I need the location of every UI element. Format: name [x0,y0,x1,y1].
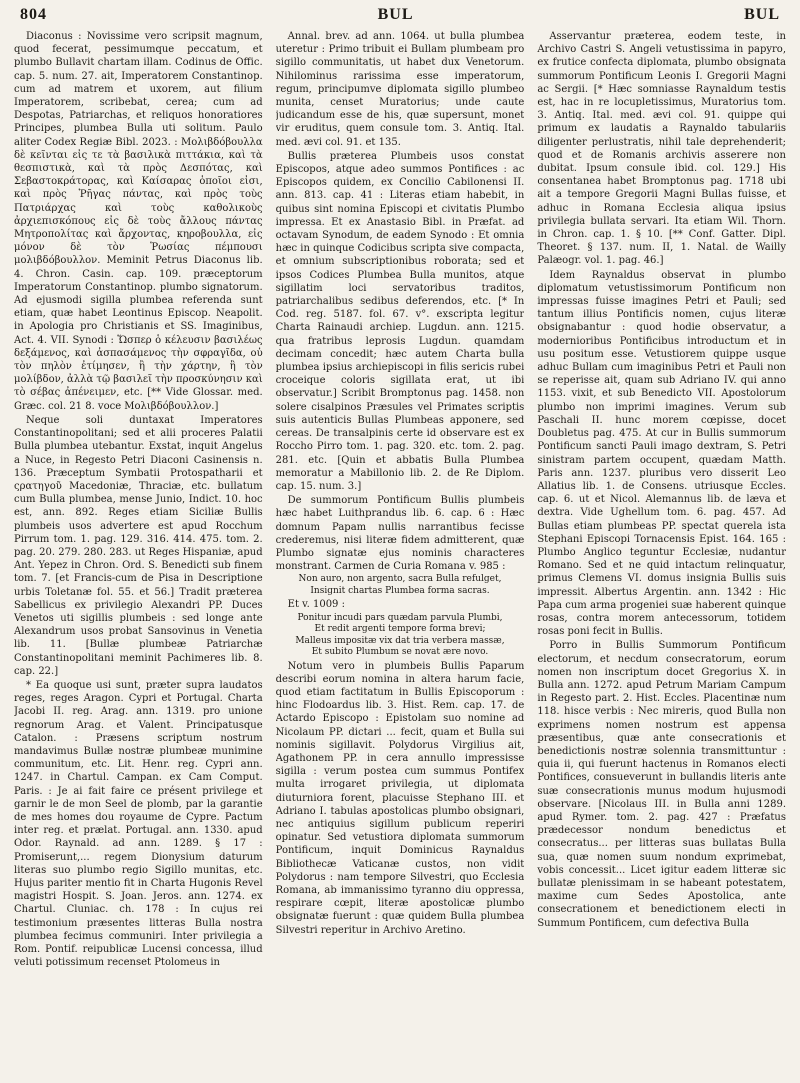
paragraph: Neque soli duntaxat Imperatores Constantinopolitani; sed et alii proceres Palatii Bulla plumbea utebantur. Exstat, inquit Angelus a Nuce, in Regesto Petri Diaconi Casinensis n. 136. Præceptum Symbatii Protospatharii et ςρατηγοῦ Macedoniæ, Thraciæ, etc. bullatum cum Bulla plumbea, mense Junio, Indict. 10. hoc est, ann. 892. Reges etiam Siciliæ Bullis plumbeis usos advertere est apud Rocchum Pirrum tom. 1. pag. 129. 316. 414. 475. tom. 2. pag. 20. 279. 280. 283. ut Reges Hispaniæ, apud Ant. Yepez in Chron. Ord. S. Benedicti sub finem tom. 7. [et Francis-cum de Pisa in Descriptione urbis Toletanæ fol. 55. et 56.] Tradit præterea Sabellicus ex privilegio Alexandri PP. Duces Venetos uti sigillis plumbeis : sed longe ante Alexandrum usos probat Sansovinus in Venetia lib. 11. [Bullæ plumbeæ Patriarchæ Constantinopolitani meminit Pachimeres lib. 8. cap. 22.] [14,414,263,677]
verse-line: Ponitur incudi pars quædam parvula Plumbi, [297,612,503,623]
paragraph: De summorum Pontificum Bullis plumbeis hæc habet Luithprandus lib. 6. cap. 6 : Hæc domnum Papam nullis narrantibus fecisse crederemus, nisi literæ fidem admitterent, quæ Plumbo signatæ ejus nominis characteres monstrant. Carmen de Curia Romana v. 985 : [275,495,525,573]
verse-line: Insignit chartas Plumbea forma sacras. [310,585,490,596]
paragraph: Notum vero in plumbeis Bullis Paparum describi eorum nomina in altera harum facie, quod etiam factitatum in Bullis Episcoporum : hinc Flodoardus lib. 3. Hist. Rem. cap. 17. de Actardo Episcopo : Epistolam suo nomine ad Nicolaum PP. dictari ... fecit, quam et Bulla sui nominis sigillavit. Polydorus Virgilius ait, Agathonem PP. in cera annullo impressisse sigilla : verum postea cum summus Pontifex multa irrogaret privilegia, ut diplomata diuturniora forent, placuisse Stephano III. et Adriano I. tabulas apostolicas plumbo obsignari, nec antiquius sigillum publicum reperiri opinatur. Sed vetustiora diplomata summorum Pontificum, inquit Dominicus Raynaldus Bibliothecæ Vaticanæ custos, non vidit Polydorus : nam tempore Silvestri, quo Ecclesia Romana, ab immanissimo tyranno diu oppressa, respirare cœpit, literæ apostolicæ plumbo obsignatæ fuerunt : quæ quidem Bulla plumbea Silvestri reperitur in Archivo Aretino. [275,660,525,936]
column-left [14,30,263,1075]
verse-line: Et redit argenti tempore forma brevi; [314,624,486,635]
verse-line: Non auro, non argento, sacra Bulla refulget, [298,574,502,585]
page-number: 804 [20,6,47,23]
verse-block [276,574,525,597]
paragraph: Annal. brev. ad ann. 1064. ut bulla plumbea uteretur : Primo tribuit ei Bullam plumbeam pro sigillo communitatis, ut habet dux Venetorum. Nihilominus rarissima esse imperatorum, regum, principumve diplomata sigillo plumbeo munita, censet Muratorius; unde caute judicandum esse de his, quæ supersunt, monet vir eruditus, quem consule tom. 3. Antiq. Ital. med. ævi col. 91. et 135. [275,31,525,148]
paragraph: Diaconus : Novissime vero scripsit magnum, quod fecerat, pessimumque peccatum, et plumbo Bullavit chartam illam. Codinus de Offic. cap. 5. num. 27. ait, Imperatorem Constantinop. cum ad matrem et uxorem, aut filium Imperatorem, scribebat, cerea; cum ad Despotas, Patriarchas, et reliquos honoratiores Principes, plumbea Bulla uti solitum. Paulo aliter Codex Regiæ Bibl. 2023. : Μολιβδόβουλλα δὲ κεῖνται εἰς τε τὰ βασιλικὰ πιττάκια, καὶ τὰ θεσπιστικὰ, καὶ τὰ πρὸς Δεσπότας, καὶ Σεβαστοκράτορας, καὶ Καίσαρας ὁποῖοι εἰσι, καὶ πρὸς Ῥῆγας πάντας, καὶ πρὸς τοὺς Πατριάρχας καὶ τοὺς καθολικοὺς ἀρχιεπισκόπους εἰς δὲ τοὺς ἄλλους πάντας Μητροπολίτας καὶ ἄρχοντας, κηροβουλλα, εἰς μόνον δὲ τὸν Ῥωσίας πέμπουσι μολιβδόβουλλον. Meminit Petrus Diaconus lib. 4. Chron. Casin. cap. 109. præceptorum Imperatorum Constantinop. plumbo signatorum. Ad ejusmodi sigilla plumbea referenda sunt etiam, quæ habet Leontinus Episcop. Neapolit. in Apologia pro Christianis et SS. Imaginibus, Act. 4. VII. Synodi : Ὥσπερ ὁ κέλευσιν βασιλέως δεξάμενος, καὶ ἀσπασάμενος τὴν σφραγῖδα, οὐ τὸν πηλὸν ἐτίμησεν, ἢ τὴν χάρτην, ἢ τὸν μολίβδον, ἀλλὰ τῷ βασιλεῖ τὴν προσκύνησιν καὶ τὸ σέβας ἀπένειμεν, etc. [** Vide Glossar. med. Græc. col. 21 8. voce Μολιβδόβουλλον.] [14,31,263,412]
paragraph: Asservantur præterea, eodem teste, in Archivo Castri S. Angeli vetustissima in papyro, ex frutice confecta diplomata, plumbo obsignata summorum Pontificum Leonis I. Gregorii Magni ac Sergii. [* Hæc somniasse Raynaldum testis est, hac in re locupletissimus, Muratorius tom. 3. Antiq. Ital. med. ævi col. 91. quippe qui primum ex laudatis a Raynaldo tabulariis diligenter perlustratis, nihil tale deprehenderit; quod et de Romanis archivis asserere non dubitat. Ipsum consule ibid. col. 129.] His consentanea habet Bromptonus pag. 1718 ubi ait a tempore Gregorii Magni Bullas fuisse, et adhuc in Romana Ecclesia aliqua ipsius privilegia bullata servari. Ita etiam Wil. Thorn. in Chron. cap. 1. § 10. [** Conf. Gatter. Dipl. Theoret. § 137. num. II, 1. Natal. de Wailly Palæogr. vol. 1. pag. 46.] [537,31,786,267]
running-header [14,6,786,30]
paragraph: * Ea quoque usi sunt, præter supra laudatos reges, reges Aragon. Cypri et Portugal. Charta Jacobi II. reg. Arag. ann. 1319. pro unione regnorum Arag. et Valent. Principatusque Catalon. : Præsens scriptum nostrum mandavimus Bullæ nostræ plumbeæ munimine communitum, etc. Lit. Henr. reg. Cypri ann. 1247. in Chartul. Campan. ex Cam Comput. Paris. : Je ai fait faire ce présent privilege et garnir le de mon Seel de plomb, par la garantie de mes homes dou royaume de Cypre. Pactum inter reg. et prælat. Portugal. ann. 1330. apud Odor. Raynald. ad ann. 1289. § 17 : Promiserunt,... regem Dionysium daturum literas suo plumbo regio Sigillo munitas, etc. Hujus pariter mentio fit in Charta Hugonis Revel magistri Hospit. S. Joan. Jeros. ann. 1274. ex Chartul. Cluniac. ch. 178 : In cujus rei testimonium præsentes litteras Bulla nostra plumbea fecimus communiri. Inter privilegia a Rom. Pontif. reipublicæ Lucensi concessa, illud veluti potissimum recenset Ptolomeus in [14,679,263,969]
verse-intro: Et v. 1009 : [287,599,345,611]
verse-line: Malleus impositæ vix dat tria verbera massæ, [295,635,505,646]
running-head-center: BUL [377,6,414,23]
column-middle [276,30,525,1075]
paragraph: Bullis præterea Plumbeis usos constat Episcopos, atque adeo summos Pontifices : ac Episcopos quidem, ex Concilio Cabilonensi II. ann. 813. cap. 41 : Literas etiam habebit, in quibus sint nomina Episcopi et civitatis Plumbo impressa. Et ex Anastasio Bibl. in Præfat. ad octavam Synodum, de eadem Synodo : Et omnia hæc in quinque Codicibus scripta sive compacta, et omnium subscriptionibus roborata; sed et ipsos Codices Plumbea Bulla munitos, atque sigillatim loci servatoribus traditos, patriarchalibus sedibus deferendos, etc. [* In Cod. reg. 5187. fol. 67. v°. exscripta legitur Charta Rainaudi archiep. Lugdun. ann. 1215. qua fratribus leprosis Lugdun. quamdam decimam concedit; hæc autem Charta bulla plumbea ipsius archiepiscopi in filis sericis rubei croceique coloris sigillata erat, ut ibi observatur.] Scribit Bromptonus pag. 1458. non solere cisalpinos Præsules vel Primates scriptis suis autenticis Bullas Plumbeas apponere, sed cereas. De transalpinis certe id observare est ex Roccho Pirro tom. 1. pag. 320. etc. tom. 2. pag. 281. etc. [Quin et abbatis Bulla Plumbea memoratur a Mabillonio lib. 2. de Re Diplom. cap. 15. num. 3.] [275,150,525,492]
column-right [537,30,786,1075]
verse-line: Et subito Plumbum se novat ære novo. [311,647,489,658]
text-columns [14,30,786,1075]
running-head-right: BUL [744,6,780,23]
verse-block [276,613,525,659]
paragraph: Idem Raynaldus observat in plumbo diplomatum vetustissimorum Pontificum non impressas fuisse imagines Petri et Pauli; sed tantum illius Pontificis nomen, cujus literæ obsignabantur : quod hodie observatur, a modernioribus Pontificibus introductum et in usu positum esse. Vetustiorem quippe usque adhuc Bullam cum imaginibus Petri et Pauli non se reperisse ait, quam sub Adriano IV. qui anno 1153. vixit, et sub Benedicto VII. Apostolorum plumbo non imprimi imagines. Verum sub Paschali II. hunc morem cœpisse, docet Doubletus pag. 475. At cur in Bullis summorum Pontificum sancti Pauli imago dextram, S. Petri sinistram partem occupent, quædam Matth. Paris ann. 1237. pluribus vero disserit Leo Allatius lib. 1. de Consens. utriusque Eccles. cap. 6. ut et Nicol. Alemannus lib. de læva et dextra. Vide Ughellum tom. 6. pag. 457. Ad Bullas etiam plumbeas PP. spectat querela ista Stephani Episcopi Tornacensis Epist. 164. 165 : Plumbo Anglico teguntur Ecclesiæ, nudantur Romano. Sed et ne quid intactum relinquatur, primus Clemens VI. domus insignia Bullis suis impressit. Albertus Argentin. ann. 1342 : Hic Papa cum arma progeniei suæ haberent quinque rosas, contra morem antecessorum, totidem rosas poni fecit in Bullis. [537,269,786,638]
paragraph: Porro in Bullis Summorum Pontificum electorum, et necdum consecratorum, eorum nomen non inscriptum docet Gregorius X. in Bulla ann. 1272. apud Petrum Mariam Campum in Regesto part. 2. Hist. Eccles. Placentinæ num 118. hisce verbis : Nec mireris, quod Bulla non exprimens nomen nostrum est appensa præsentibus, quæ ante consecrationis et benedictionis nostræ solennia transmittuntur : quia ii, qui fuerunt hactenus in Romanos electi Pontifices, consueverunt in bullandis literis ante suæ consecrationis munus modum hujusmodi observare. [Nicolaus III. in Bulla anni 1289. apud Rymer. tom. 2. pag. 427 : Præfatus prædecessor nondum benedictus et consecratus... per litteras suas bullatas Bulla sua, quæ nomen suum nondum exprimebat, vobis concessit... Licet igitur eadem litteræ sic bullatæ plenissimam in se habeant potestatem, maxime cum Sedes Apostolica, ante consecrationem et benedictionem electi in Summum Pontificem, cum defectiva Bulla [537,640,786,929]
